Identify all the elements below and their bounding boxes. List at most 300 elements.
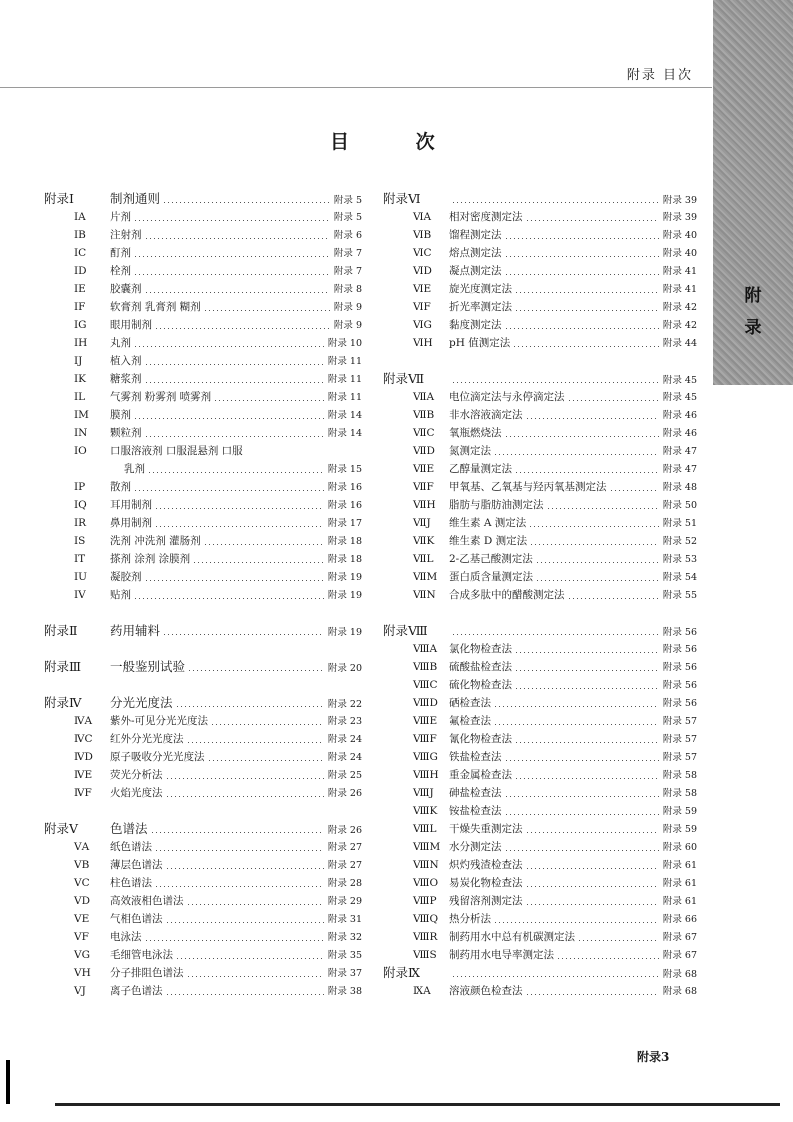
- toc-code: ⅦJ: [413, 517, 431, 529]
- toc-page-ref: 附录 18: [327, 554, 362, 565]
- dot-leader: [506, 238, 659, 239]
- toc-entry-row[interactable]: [44, 298, 362, 316]
- toc-title: 红外分光光度法: [110, 733, 184, 745]
- toc-entry-row[interactable]: [44, 838, 362, 856]
- toc-section-row[interactable]: [383, 622, 697, 640]
- toc-page-ref: 附录 18: [327, 536, 362, 547]
- dot-leader: [164, 202, 330, 203]
- toc-page-ref: 附录 24: [327, 734, 362, 745]
- toc-title: 散剂: [110, 481, 131, 493]
- toc-title: 维生素 D 测定法: [449, 535, 528, 547]
- dot-leader: [189, 670, 324, 671]
- toc-title: 水分测定法: [449, 841, 502, 853]
- toc-code: 附录Ⅸ: [383, 965, 421, 980]
- toc-code: ⅥF: [413, 301, 431, 313]
- toc-title: 炽灼残渣检查法: [449, 859, 523, 871]
- toc-title: 氮测定法: [449, 445, 491, 457]
- toc-title: 干燥失重测定法: [449, 823, 523, 835]
- toc-entry-row[interactable]: [44, 964, 362, 982]
- dot-leader: [569, 400, 659, 401]
- toc-entry-row[interactable]: [44, 262, 362, 280]
- toc-entry-row[interactable]: [383, 568, 697, 586]
- toc-page-ref: 附录 58: [662, 788, 697, 799]
- toc-code: ⅦE: [413, 463, 435, 475]
- toc-entry-row[interactable]: [44, 514, 362, 532]
- toc-entry-row[interactable]: [44, 532, 362, 550]
- toc-title: 凝胶剂: [110, 571, 142, 583]
- toc-code: ⅦC: [413, 427, 435, 439]
- toc-title: 溶液颜色检查法: [449, 985, 523, 997]
- section-gap: [44, 676, 362, 694]
- toc-code: ⅠF: [74, 301, 86, 313]
- toc-code: ⅠM: [74, 409, 89, 421]
- toc-title: 气雾剂 粉雾剂 喷雾剂: [110, 391, 212, 403]
- toc-title: 贴剂: [110, 589, 131, 601]
- side-tab-char: 附: [744, 286, 762, 306]
- toc-title: 砷盐检查法: [449, 787, 502, 799]
- toc-code: ⅥD: [413, 265, 432, 277]
- toc-code: ⅠG: [74, 319, 87, 331]
- toc-page-ref: 附录 45: [662, 375, 697, 386]
- toc-title: 胶囊剂: [110, 283, 142, 295]
- dot-leader: [453, 382, 659, 383]
- toc-entry-row[interactable]: [44, 586, 362, 604]
- toc-page-ref: 附录 23: [327, 716, 362, 727]
- toc-page-ref: 附录 61: [662, 878, 697, 889]
- toc-page-ref: 附录 27: [327, 842, 362, 853]
- dot-leader: [453, 634, 659, 635]
- toc-entry-row[interactable]: [44, 388, 362, 406]
- toc-entry-row[interactable]: [383, 496, 697, 514]
- dot-leader: [527, 832, 659, 833]
- toc-code: ⅣA: [74, 715, 93, 727]
- toc-entry-row[interactable]: [383, 514, 697, 532]
- dot-leader: [167, 868, 324, 869]
- toc-entry-row[interactable]: [44, 550, 362, 568]
- toc-page-ref: 附录 11: [327, 392, 362, 403]
- toc-code: ⅦK: [413, 535, 435, 547]
- dot-leader: [506, 328, 659, 329]
- toc-code: ⅧJ: [413, 787, 434, 799]
- toc-code: ⅨA: [413, 985, 431, 997]
- toc-entry-row[interactable]: [44, 244, 362, 262]
- dot-leader: [146, 436, 324, 437]
- dot-leader: [146, 364, 324, 365]
- toc-page-ref: 附录 57: [662, 734, 697, 745]
- toc-page-ref: 附录 29: [327, 896, 362, 907]
- toc-page-ref: 附录 19: [327, 627, 362, 638]
- toc-code: ⅠK: [74, 373, 86, 385]
- dot-leader: [506, 814, 659, 815]
- toc-code: ⅥH: [413, 337, 433, 349]
- toc-title: 颗粒剂: [110, 427, 142, 439]
- toc-entry-row[interactable]: [44, 370, 362, 388]
- toc-title: 氯化物检查法: [449, 643, 512, 655]
- toc-title: 制药用水电导率测定法: [449, 949, 554, 961]
- toc-entry-row[interactable]: [383, 712, 697, 730]
- toc-code: ⅠJ: [74, 355, 83, 367]
- toc-title: 氰化物检查法: [449, 733, 512, 745]
- toc-code: ⅤG: [74, 949, 90, 961]
- toc-code: ⅦM: [413, 571, 438, 583]
- toc-page-ref: 附录 56: [662, 680, 697, 691]
- toc-page-ref: 附录 14: [327, 428, 362, 439]
- toc-title: 气相色谱法: [110, 913, 163, 925]
- dot-leader: [205, 544, 324, 545]
- dot-leader: [167, 796, 324, 797]
- toc-title: 2-乙基己酸测定法: [449, 553, 533, 565]
- toc-page-ref: 附录 20: [327, 663, 362, 674]
- toc-page-ref: 附录 46: [662, 428, 697, 439]
- toc-entry-row[interactable]: [44, 784, 362, 802]
- toc-title: 旋光度测定法: [449, 283, 512, 295]
- toc-entry-row[interactable]: [383, 298, 697, 316]
- toc-title: 柱色谱法: [110, 877, 152, 889]
- toc-page-ref: 附录 61: [662, 896, 697, 907]
- toc-code: ⅤJ: [74, 985, 86, 997]
- toc-entry-row[interactable]: [383, 460, 697, 478]
- toc-entry-row[interactable]: [44, 424, 362, 442]
- toc-title: 乳剂: [124, 463, 145, 475]
- toc-page-ref: 附录 68: [662, 969, 697, 980]
- toc-entry-row[interactable]: [383, 766, 697, 784]
- dot-leader: [516, 778, 659, 779]
- toc-entry-row[interactable]: [383, 478, 697, 496]
- toc-entry-row[interactable]: [383, 334, 697, 352]
- toc-entry-row[interactable]: [383, 784, 697, 802]
- toc-title: 丸剂: [110, 337, 131, 349]
- toc-page-ref: 附录 53: [662, 554, 697, 565]
- toc-entry-row[interactable]: [383, 208, 697, 226]
- toc-entry-row[interactable]: [383, 928, 697, 946]
- toc-entry-row[interactable]: [44, 874, 362, 892]
- toc-entry-row[interactable]: [383, 694, 697, 712]
- toc-page-ref: 附录 39: [662, 195, 697, 206]
- toc-title: 乙醇量测定法: [449, 463, 512, 475]
- toc-title: 薄层色谱法: [110, 859, 163, 871]
- toc-title: 药用辅料: [110, 623, 161, 638]
- toc-page-ref: 附录 61: [662, 860, 697, 871]
- toc-entry-row[interactable]: [383, 730, 697, 748]
- toc-page-ref: 附录 26: [327, 825, 362, 836]
- toc-title: 搽剂 涂剂 涂膜剂: [110, 553, 191, 565]
- toc-entry-row[interactable]: [383, 316, 697, 334]
- dot-leader: [167, 922, 324, 923]
- toc-entry-row[interactable]: [383, 910, 697, 928]
- dot-leader: [167, 778, 324, 779]
- toc-title: 硫化物检查法: [449, 679, 512, 691]
- toc-code: ⅧH: [413, 769, 439, 781]
- toc-page-ref: 附录 42: [662, 320, 697, 331]
- toc-entry-row[interactable]: [44, 406, 362, 424]
- toc-code: ⅥE: [413, 283, 432, 295]
- dot-leader: [156, 850, 324, 851]
- dot-leader: [135, 274, 330, 275]
- toc-section-row[interactable]: [44, 622, 362, 640]
- toc-title: 非水溶液滴定法: [449, 409, 523, 421]
- toc-code: ⅧL: [413, 823, 437, 835]
- dot-leader: [516, 688, 659, 689]
- toc-page-ref: 附录 37: [327, 968, 362, 979]
- toc-page-ref: 附录 19: [327, 572, 362, 583]
- toc-entry-row[interactable]: [383, 586, 697, 604]
- dot-leader: [149, 472, 324, 473]
- toc-entry-row[interactable]: [44, 226, 362, 244]
- toc-code: ⅠP: [74, 481, 86, 493]
- toc-entry-row[interactable]: [383, 388, 697, 406]
- running-head: 附录 目次: [626, 68, 693, 83]
- toc-page-ref: 附录 7: [333, 266, 362, 277]
- toc-entry-row[interactable]: [44, 892, 362, 910]
- toc-entry-row[interactable]: [383, 658, 697, 676]
- toc-entry-row[interactable]: [383, 262, 697, 280]
- dot-leader: [537, 580, 659, 581]
- dot-leader: [146, 238, 330, 239]
- toc-entry-row[interactable]: [44, 928, 362, 946]
- toc-title: 铁盐检查法: [449, 751, 502, 763]
- toc-code: ⅣF: [74, 787, 92, 799]
- dot-leader: [135, 220, 330, 221]
- toc-entry-row[interactable]: [383, 406, 697, 424]
- toc-code: ⅠL: [74, 391, 86, 403]
- toc-entry-row[interactable]: [383, 640, 697, 658]
- toc-page-ref: 附录 45: [662, 392, 697, 403]
- toc-title: 注射剂: [110, 229, 142, 241]
- dot-leader: [516, 472, 659, 473]
- corner-mark: [6, 1060, 10, 1104]
- toc-page-ref: 附录 28: [327, 878, 362, 889]
- toc-entry-row[interactable]: [383, 982, 697, 1000]
- section-gap: [383, 604, 697, 622]
- dot-leader: [558, 958, 659, 959]
- toc-entry-row[interactable]: [383, 442, 697, 460]
- toc-page-ref: 附录 17: [327, 518, 362, 529]
- toc-section-row[interactable]: [44, 658, 362, 676]
- toc-title: 维生素 A 测定法: [449, 517, 527, 529]
- toc-page-ref: 附录 54: [662, 572, 697, 583]
- toc-page-ref: 附录 38: [327, 986, 362, 997]
- toc-section-row[interactable]: [383, 964, 697, 982]
- dot-leader: [537, 562, 659, 563]
- toc-title: 制药用水中总有机碳测定法: [449, 931, 575, 943]
- dot-leader: [527, 994, 659, 995]
- toc-page-ref: 附录 52: [662, 536, 697, 547]
- toc-code: ⅦH: [413, 499, 436, 511]
- dot-leader: [135, 346, 324, 347]
- toc-title: 残留溶剂测定法: [449, 895, 523, 907]
- toc-page-ref: 附录 56: [662, 698, 697, 709]
- dot-leader: [569, 598, 659, 599]
- toc-entry-row[interactable]: [44, 352, 362, 370]
- section-gap: [44, 802, 362, 820]
- toc-entry-row[interactable]: [44, 730, 362, 748]
- toc-title: 片剂: [110, 211, 131, 223]
- toc-code: ⅠQ: [74, 499, 87, 511]
- dot-leader: [506, 274, 659, 275]
- dot-leader: [135, 598, 324, 599]
- toc-entry-row[interactable]: [383, 802, 697, 820]
- toc-entry-row[interactable]: [383, 550, 697, 568]
- toc-section-row[interactable]: [44, 820, 362, 838]
- toc-entry-row[interactable]: [44, 982, 362, 1000]
- toc-title: 耳用制剂: [110, 499, 152, 511]
- toc-code: 附录Ⅲ: [44, 659, 82, 674]
- toc-code: ⅦB: [413, 409, 435, 421]
- toc-entry-row[interactable]: [44, 478, 362, 496]
- toc-entry-row[interactable]: [383, 226, 697, 244]
- toc-code: ⅠR: [74, 517, 87, 529]
- toc-code: ⅠH: [74, 337, 88, 349]
- toc-code: ⅣC: [74, 733, 93, 745]
- toc-section-row[interactable]: [44, 190, 362, 208]
- dot-leader: [152, 832, 324, 833]
- dot-leader: [205, 310, 330, 311]
- toc-title: 栓剂: [110, 265, 131, 277]
- toc-page-ref: 附录 59: [662, 806, 697, 817]
- toc-section-row[interactable]: [44, 694, 362, 712]
- dot-leader: [611, 490, 659, 491]
- dot-leader: [495, 724, 659, 725]
- toc-title: 甲氧基、乙氧基与羟丙氧基测定法: [449, 481, 607, 493]
- dot-leader: [506, 850, 659, 851]
- toc-code: ⅠO: [74, 445, 87, 457]
- section-gap: [44, 640, 362, 658]
- toc-entry-row[interactable]: [383, 892, 697, 910]
- dot-leader: [453, 976, 659, 977]
- dot-leader: [135, 418, 324, 419]
- toc-entry-row[interactable]: [44, 946, 362, 964]
- toc-code: ⅦD: [413, 445, 435, 457]
- toc-code: ⅠN: [74, 427, 88, 439]
- toc-entry-row[interactable]: [383, 676, 697, 694]
- toc-entry-row[interactable]: [44, 856, 362, 874]
- side-tab: [713, 0, 793, 385]
- toc-page-ref: 附录 67: [662, 950, 697, 961]
- toc-code: ⅠS: [74, 535, 86, 547]
- toc-code: ⅧF: [413, 733, 437, 745]
- dot-leader: [177, 706, 324, 707]
- toc-entry-row[interactable]: [383, 280, 697, 298]
- dot-leader: [135, 256, 330, 257]
- toc-page-ref: 附录 10: [327, 338, 362, 349]
- toc-code: ⅧG: [413, 751, 438, 763]
- dot-leader: [146, 292, 330, 293]
- toc-entry-row[interactable]: [44, 316, 362, 334]
- toc-code: ⅣD: [74, 751, 93, 763]
- toc-page-ref: 附录 68: [662, 986, 697, 997]
- toc-title: 铵盐检查法: [449, 805, 502, 817]
- dot-leader: [516, 670, 659, 671]
- toc-title: 鼻用制剂: [110, 517, 152, 529]
- dot-leader: [188, 976, 324, 977]
- toc-entry-row[interactable]: [44, 910, 362, 928]
- toc-title: 电泳法: [110, 931, 142, 943]
- toc-title: 酊剂: [110, 247, 131, 259]
- toc-code: 附录Ⅵ: [383, 191, 421, 206]
- toc-page-ref: 附录 39: [662, 212, 697, 223]
- toc-entry-row[interactable]: [383, 946, 697, 964]
- toc-title: 黏度测定法: [449, 319, 502, 331]
- toc-title: 膜剂: [110, 409, 131, 421]
- toc-title: 糖浆剂: [110, 373, 142, 385]
- toc-entry-row[interactable]: [44, 496, 362, 514]
- toc-title: 荧光分析法: [110, 769, 163, 781]
- toc-entry-row[interactable]: [44, 766, 362, 784]
- toc-entry-row[interactable]: [44, 712, 362, 730]
- toc-code: ⅤF: [74, 931, 89, 943]
- page-title: 目 次: [330, 131, 465, 153]
- toc-page-ref: 附录 5: [333, 195, 362, 206]
- toc-page-ref: 附录 41: [662, 266, 697, 277]
- toc-code: ⅧN: [413, 859, 439, 871]
- toc-page-ref: 附录 55: [662, 590, 697, 601]
- toc-code: ⅠV: [74, 589, 86, 601]
- section-gap: [383, 352, 697, 370]
- toc-page-ref: 附录 15: [327, 464, 362, 475]
- dot-leader: [516, 310, 659, 311]
- dot-leader: [506, 760, 659, 761]
- toc-entry-row[interactable]: [383, 244, 697, 262]
- toc-page-ref: 附录 59: [662, 824, 697, 835]
- toc-code: ⅥB: [413, 229, 432, 241]
- toc-title: 一般鉴别试验: [110, 659, 186, 674]
- toc-title: 馏程测定法: [449, 229, 502, 241]
- toc-code: ⅤB: [74, 859, 90, 871]
- toc-section-row[interactable]: [383, 370, 697, 388]
- toc-page-ref: 附录 35: [327, 950, 362, 961]
- toc-page-ref: 附录 47: [662, 464, 697, 475]
- toc-entry-row[interactable]: [44, 280, 362, 298]
- toc-entry-row[interactable]: [383, 874, 697, 892]
- dot-leader: [506, 256, 659, 257]
- toc-entry-row[interactable]: [44, 460, 362, 478]
- toc-title: 熔点测定法: [449, 247, 502, 259]
- toc-entry-row[interactable]: [44, 748, 362, 766]
- toc-code: ⅤA: [74, 841, 90, 853]
- side-tab-label: [733, 280, 773, 344]
- toc-code: ⅠD: [74, 265, 87, 277]
- toc-page-ref: 附录 19: [327, 590, 362, 601]
- toc-section-row[interactable]: [383, 190, 697, 208]
- toc-entry-row[interactable]: [383, 820, 697, 838]
- toc-entry-row[interactable]: [383, 748, 697, 766]
- toc-page-ref: 附录 32: [327, 932, 362, 943]
- dot-leader: [212, 724, 324, 725]
- toc-code: ⅧP: [413, 895, 437, 907]
- page-number: 附录3: [637, 1050, 670, 1064]
- toc-entry-row[interactable]: [383, 838, 697, 856]
- toc-code: ⅣE: [74, 769, 93, 781]
- toc-entry-row[interactable]: [44, 442, 362, 460]
- toc-title: 易炭化物检查法: [449, 877, 523, 889]
- toc-entry-row[interactable]: [44, 334, 362, 352]
- toc-entry-row[interactable]: [383, 424, 697, 442]
- toc-code: 附录Ⅴ: [44, 821, 79, 836]
- toc-entry-row[interactable]: [383, 532, 697, 550]
- toc-page-ref: 附录 47: [662, 446, 697, 457]
- dot-leader: [453, 202, 659, 203]
- toc-code: ⅧQ: [413, 913, 439, 925]
- toc-page-ref: 附录 25: [327, 770, 362, 781]
- toc-entry-row[interactable]: [44, 568, 362, 586]
- toc-entry-row[interactable]: [383, 856, 697, 874]
- dot-leader: [146, 382, 324, 383]
- toc-entry-row[interactable]: [44, 208, 362, 226]
- toc-page-ref: 附录 24: [327, 752, 362, 763]
- toc-page-ref: 附录 48: [662, 482, 697, 493]
- toc-page-ref: 附录 51: [662, 518, 697, 529]
- toc-page-ref: 附录 66: [662, 914, 697, 925]
